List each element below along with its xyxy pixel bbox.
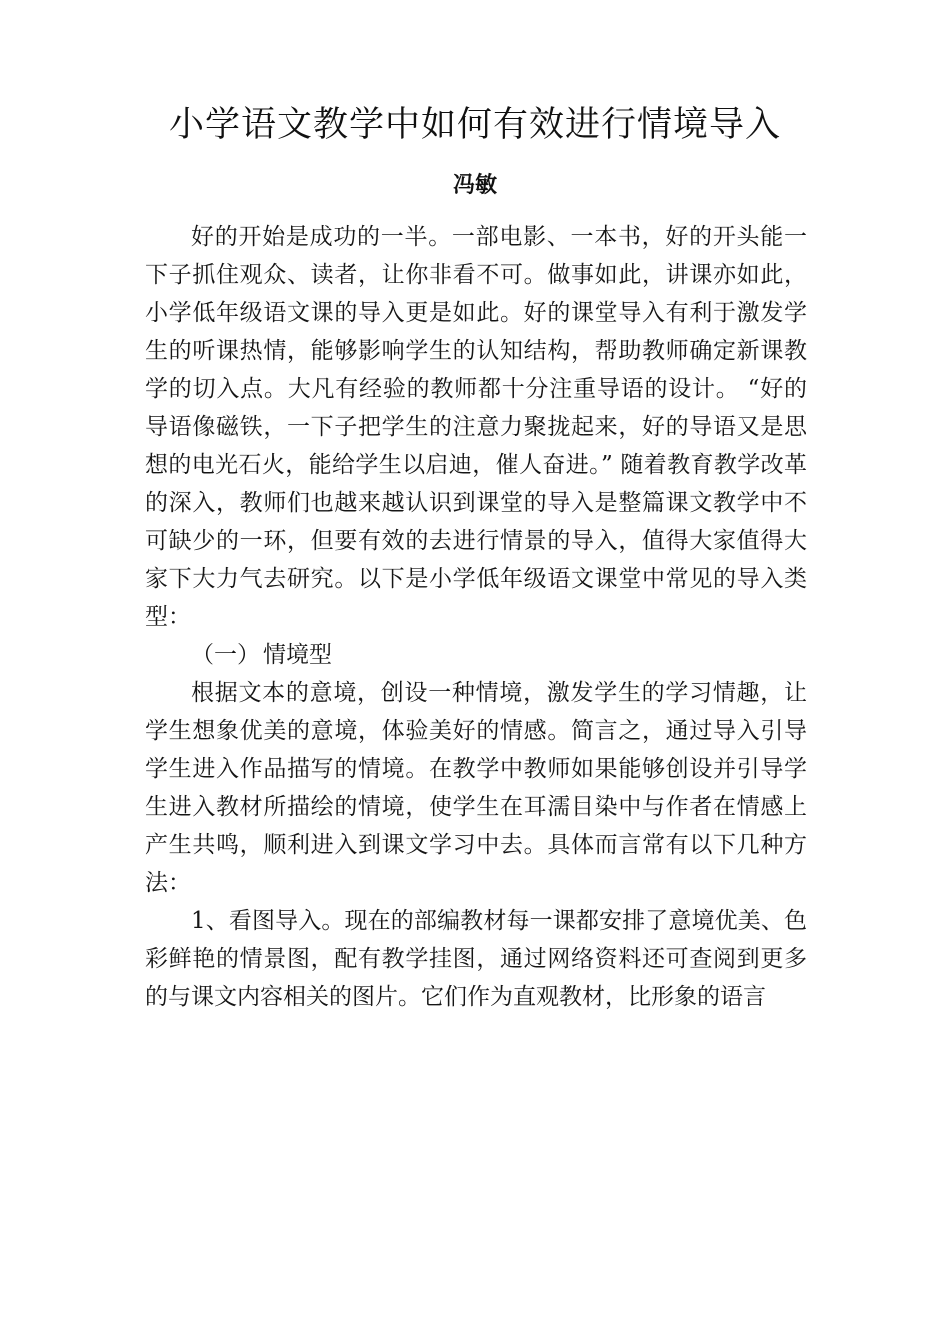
paragraph-intro: 好的开始是成功的一半。一部电影、一本书，好的开头能一下子抓住观众、读者，让你非看不可。做事如此，讲课亦如此，小学低年级语文课的导入更是如此。好的课堂导入有利于激发学生的听课热情，能够影响学生的认知结构，帮助教师确定新课教学的切入点。大凡有经验的教师都十分注重导语的设计。 “好的导语像磁铁，一下子把学生的注意力聚拢起来，好的导语又是思想的电光石火，能给学生以启迪，催人奋进。” 随着教育教学改革的深入，教师们也越来越认识到课堂的导入是整篇课文教学中不可缺少的一环，但要有效的去进行情景的导入，值得大家值得大家下大力气去研究。以下是小学低年级语文课堂中常见的导入类型：	[145, 224, 807, 630]
section-heading	[145, 636, 807, 674]
section-heading-number: （一）	[191, 642, 260, 668]
document-author: 冯敏	[452, 173, 497, 198]
document-body	[145, 218, 807, 1016]
document-title: 小学语文教学中如何有效进行情境导入	[168, 105, 781, 145]
paragraph-method-1: 1、看图导入。现在的部编教材每一课都安排了意境优美、色彩鲜艳的情景图，配有教学挂图，通过网络资料还可查阅到更多的与课文内容相关的图片。它们作为直观教材，比形象的语言	[145, 908, 807, 1010]
section-heading-label: 情境型	[263, 642, 332, 668]
paragraph-situation: 根据文本的意境，创设一种情境，激发学生的学习情趣，让学生想象优美的意境，体验美好的情感。简言之，通过导入引导学生进入作品描写的情境。在教学中教师如果能够创设并引导学生进入教材所描绘的情境，使学生在耳濡目染中与作者在情感上产生共鸣，顺利进入到课文学习中去。具体而言常有以下几种方法：	[145, 680, 807, 896]
